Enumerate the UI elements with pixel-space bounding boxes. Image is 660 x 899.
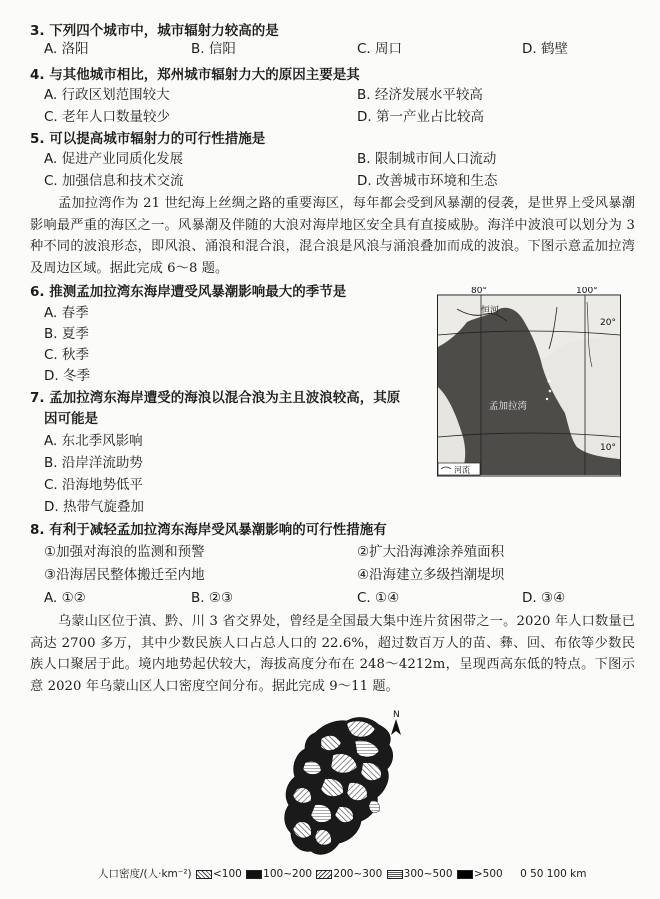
q6-option-d: D. 冬季 xyxy=(44,368,90,384)
map1-lon-80: 80° xyxy=(471,287,487,296)
q5-option-d: D. 改善城市环境和生态 xyxy=(357,173,498,189)
legend-swatch-lt100 xyxy=(196,870,212,879)
legend-swatch-gt500 xyxy=(457,870,473,879)
q8-statement-3: ③沿海居民整体搬迁至内地 xyxy=(44,567,205,583)
bay-of-bengal-map xyxy=(437,287,621,477)
legend-title: 人口密度/(人·km⁻²) xyxy=(98,868,192,880)
population-density-legend xyxy=(98,867,586,881)
q3-option-c: C. 周口 xyxy=(357,41,403,57)
q8-option-b: B. ②③ xyxy=(191,590,234,606)
q6-option-c: C. 秋季 xyxy=(44,347,90,363)
q4-option-a: A. 行政区划范围较大 xyxy=(44,87,170,103)
q8-stem: 8. 有利于减轻孟加拉湾东海岸受风暴潮影响的可行性措施有 xyxy=(30,522,387,538)
q8-option-d: D. ③④ xyxy=(522,590,566,606)
wumeng-population-map xyxy=(275,705,435,865)
q8-statement-4: ④沿海建立多级挡潮堤坝 xyxy=(357,567,505,583)
q3-option-a: A. 洛阳 xyxy=(44,41,89,57)
legend-swatch-200-300 xyxy=(316,870,332,879)
q5-option-c: C. 加强信息和技术交流 xyxy=(44,173,184,189)
map1-lon-100: 100° xyxy=(576,287,598,296)
north-arrow-icon xyxy=(391,719,401,735)
q3-stem: 3. 下列四个城市中，城市辐射力较高的是 xyxy=(30,23,279,39)
map1-sea-label: 孟加拉湾 xyxy=(489,401,528,412)
q8-statement-1: ①加强对海浪的监测和预警 xyxy=(44,544,205,560)
q7-option-c: C. 沿海地势低平 xyxy=(44,477,144,493)
legend-label-gt500: >500 xyxy=(473,868,503,880)
q8-statement-2: ②扩大沿海滩涂养殖面积 xyxy=(357,544,505,560)
q7-option-d: D. 热带气旋叠加 xyxy=(44,499,144,515)
legend-label-100-200: 100~200 xyxy=(263,868,313,880)
passage-wumeng-mountains: 乌蒙山区位于滇、黔、川 3 省交界处，曾经是全国最大集中连片贫困带之一。2020 年人口数量已高达 2700 多万，其中少数民族人口占总人口的 22.6%，超过数百万人的苗、彝、回、布依等少数民族人口聚居于此。境内地势起伏较大，海拔高度分布在 248～4212m，呈现西高东低的特点。下图示意 2020 年乌蒙山区人口密度空间分布。据此完成 9～11 题。 xyxy=(30,614,635,694)
q3-option-d: D. 鹤壁 xyxy=(522,41,568,57)
map1-lat-20: 20° xyxy=(600,318,616,328)
q6-stem: 6. 推测孟加拉湾东海岸遭受风暴潮影响最大的季节是 xyxy=(30,284,347,300)
q8-option-c: C. ①④ xyxy=(357,590,400,606)
legend-swatch-300-500 xyxy=(387,870,403,879)
q7-stem-line2: 因可能是 xyxy=(44,411,98,427)
q7-option-a: A. 东北季风影响 xyxy=(44,433,143,449)
q5-option-b: B. 限制城市间人口流动 xyxy=(357,151,497,167)
legend-label-200-300: 200~300 xyxy=(333,868,383,880)
map1-legend-label: 河流 xyxy=(454,465,470,475)
q4-option-c: C. 老年人口数量较少 xyxy=(44,109,171,125)
q6-option-b: B. 夏季 xyxy=(44,326,89,342)
legend-swatch-100-200 xyxy=(246,870,262,879)
legend-label-lt100: <100 xyxy=(212,868,242,880)
q3-option-b: B. 信阳 xyxy=(191,41,236,57)
map1-lat-10: 10° xyxy=(600,443,616,453)
north-label: N xyxy=(393,710,400,720)
q5-option-a: A. 促进产业同质化发展 xyxy=(44,151,184,167)
q5-stem: 5. 可以提高城市辐射力的可行性措施是 xyxy=(30,131,266,147)
q8-option-a: A. ①② xyxy=(44,590,86,606)
map1-river-label: 恒河 xyxy=(481,306,500,316)
q7-stem-line1: 7. 孟加拉湾东海岸遭受的海浪以混合浪为主且波浪较高，其原 xyxy=(30,390,401,406)
passage-bay-of-bengal: 孟加拉湾作为 21 世纪海上丝绸之路的重要海区，每年都会受到风暴潮的侵袭，是世界上受风暴潮影响最严重的海区之一。风暴潮及伴随的大浪对海岸地区安全具有直接威胁。海洋中波浪可以划分为 3 种不同的波浪形态，即风浪、涌浪和混合浪，混合浪是风浪与涌浪叠加而成的波浪。下图示意孟加拉湾及周边区域。据此完成 6～8 题。 xyxy=(30,196,635,276)
q7-option-b: B. 沿岸洋流助势 xyxy=(44,455,143,471)
q4-option-d: D. 第一产业占比较高 xyxy=(357,109,484,125)
q6-option-a: A. 春季 xyxy=(44,305,89,321)
scale-bar: 0 50 100 km xyxy=(520,868,587,880)
q4-stem: 4. 与其他城市相比，郑州城市辐射力大的原因主要是其 xyxy=(30,67,360,83)
q4-option-b: B. 经济发展水平较高 xyxy=(357,87,483,103)
legend-label-300-500: 300~500 xyxy=(403,868,453,880)
